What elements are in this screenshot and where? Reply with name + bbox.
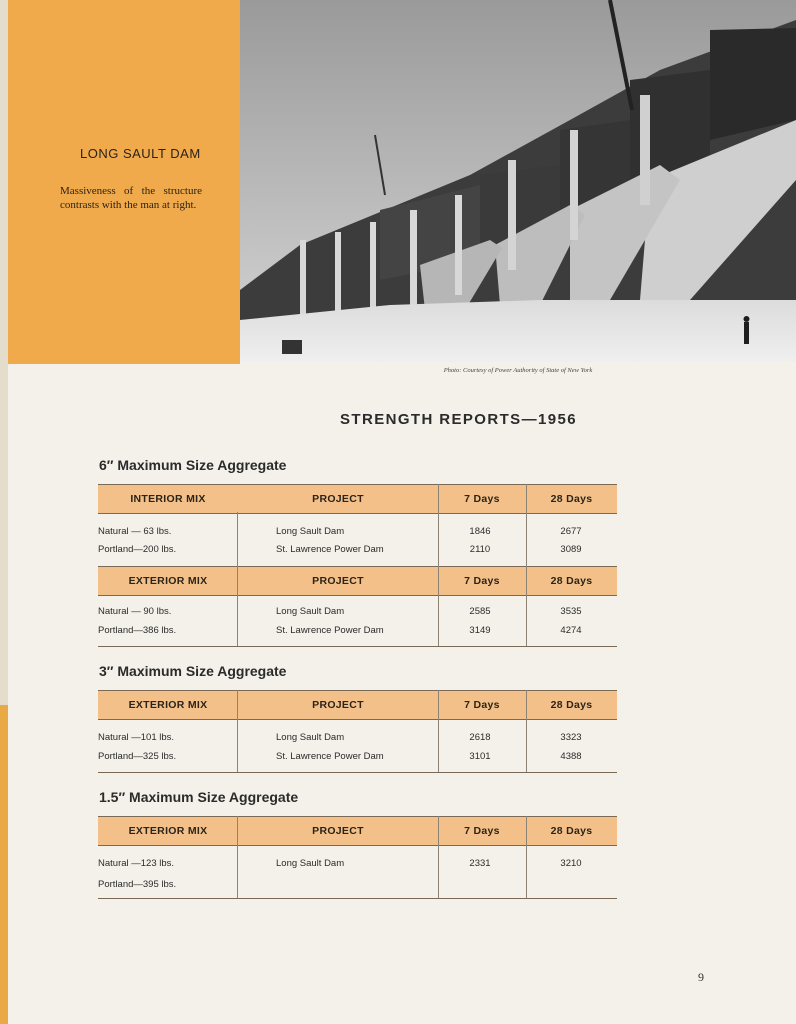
table-bottom-rule <box>98 772 617 773</box>
twenty-eight-day-row-1: 3535 <box>560 606 582 617</box>
seven-day-row-2: 2110 <box>469 544 491 555</box>
twenty-eight-day-row-2: 4388 <box>560 751 582 762</box>
project-row-1: Long Sault Dam <box>276 526 345 537</box>
header-mix: EXTERIOR MIX <box>128 699 208 711</box>
table-bottom-rule <box>98 898 617 899</box>
project-row-2: St. Lawrence Power Dam <box>276 625 384 636</box>
twenty-eight-day-row-1: 3323 <box>560 732 582 743</box>
report-title: STRENGTH REPORTS—1956 <box>340 411 577 428</box>
column-divider <box>237 512 238 566</box>
header-project: PROJECT <box>312 493 364 505</box>
table-header <box>98 690 617 720</box>
mix-row-1: Natural — 63 lbs. <box>98 526 172 537</box>
column-divider <box>526 566 527 647</box>
table-6in-exterior <box>98 566 617 647</box>
seven-day-row-1: 2331 <box>469 858 491 869</box>
project-row-2: St. Lawrence Power Dam <box>276 751 384 762</box>
seven-day-row-1: 2618 <box>469 732 491 743</box>
mix-row-2: Portland—395 lbs. <box>98 879 177 890</box>
header-7-days: 7 Days <box>464 493 500 505</box>
table-header <box>98 566 617 596</box>
panel-title: LONG SAULT DAM <box>80 146 201 161</box>
mix-row-1: Natural — 90 lbs. <box>98 606 172 617</box>
seven-day-row-2: 3101 <box>469 751 491 762</box>
header-project: PROJECT <box>312 575 364 587</box>
table-body <box>98 596 617 648</box>
page-number: 9 <box>698 970 704 984</box>
mix-row-2: Portland—386 lbs. <box>98 625 177 636</box>
table-header <box>98 816 617 846</box>
column-divider <box>237 690 238 773</box>
header-28-days: 28 Days <box>550 493 593 505</box>
section-title-1-5in: 1.5″ Maximum Size Aggregate <box>99 789 299 805</box>
twenty-eight-day-row-1: 2677 <box>560 526 582 537</box>
mix-row-2: Portland—200 lbs. <box>98 544 177 555</box>
project-row-1: Long Sault Dam <box>276 732 345 743</box>
column-divider <box>438 484 439 566</box>
twenty-eight-day-row-1: 3210 <box>560 858 582 869</box>
seven-day-row-1: 1846 <box>469 526 491 537</box>
caption-panel <box>8 0 240 364</box>
table-body <box>98 514 617 566</box>
table-body <box>98 720 617 774</box>
header-mix: INTERIOR MIX <box>130 493 206 505</box>
table-header <box>98 484 617 514</box>
project-row-2: St. Lawrence Power Dam <box>276 544 384 555</box>
column-divider <box>438 566 439 647</box>
photo-credit: Photo: Courtesy of Power Authority of State of New York <box>443 367 593 374</box>
seven-day-row-1: 2585 <box>469 606 491 617</box>
panel-caption: Massiveness of the structure contrasts with the man at right. <box>60 185 202 211</box>
table-3in-exterior <box>98 690 617 773</box>
mix-row-1: Natural —123 lbs. <box>98 858 175 869</box>
column-divider <box>237 566 238 647</box>
table-body <box>98 846 617 900</box>
table-6in-interior <box>98 484 617 566</box>
header-28-days: 28 Days <box>550 575 593 587</box>
section-title-3in: 3″ Maximum Size Aggregate <box>99 663 287 679</box>
table-bottom-rule <box>98 646 617 647</box>
page-edge-accent <box>0 705 8 1024</box>
header-mix: EXTERIOR MIX <box>128 825 208 837</box>
header-mix: EXTERIOR MIX <box>128 575 208 587</box>
header-project: PROJECT <box>312 699 364 711</box>
twenty-eight-day-row-2: 4274 <box>560 625 582 636</box>
project-row-1: Long Sault Dam <box>276 858 345 869</box>
mix-row-1: Natural —101 lbs. <box>98 732 175 743</box>
column-divider <box>526 484 527 566</box>
mix-row-2: Portland—325 lbs. <box>98 751 177 762</box>
column-divider <box>438 816 439 899</box>
header-28-days: 28 Days <box>550 699 593 711</box>
dam-photo-illustration <box>240 0 796 362</box>
header-28-days: 28 Days <box>550 825 593 837</box>
header-project: PROJECT <box>312 825 364 837</box>
table-1-5in-exterior <box>98 816 617 899</box>
header-7-days: 7 Days <box>464 825 500 837</box>
column-divider <box>526 816 527 899</box>
project-row-1: Long Sault Dam <box>276 606 345 617</box>
header-7-days: 7 Days <box>464 699 500 711</box>
seven-day-row-2: 3149 <box>469 625 491 636</box>
column-divider <box>237 816 238 899</box>
header-7-days: 7 Days <box>464 575 500 587</box>
twenty-eight-day-row-2: 3089 <box>560 544 582 555</box>
column-divider <box>438 690 439 773</box>
section-title-6in: 6″ Maximum Size Aggregate <box>99 457 287 473</box>
dam-photo <box>240 0 796 362</box>
column-divider <box>526 690 527 773</box>
